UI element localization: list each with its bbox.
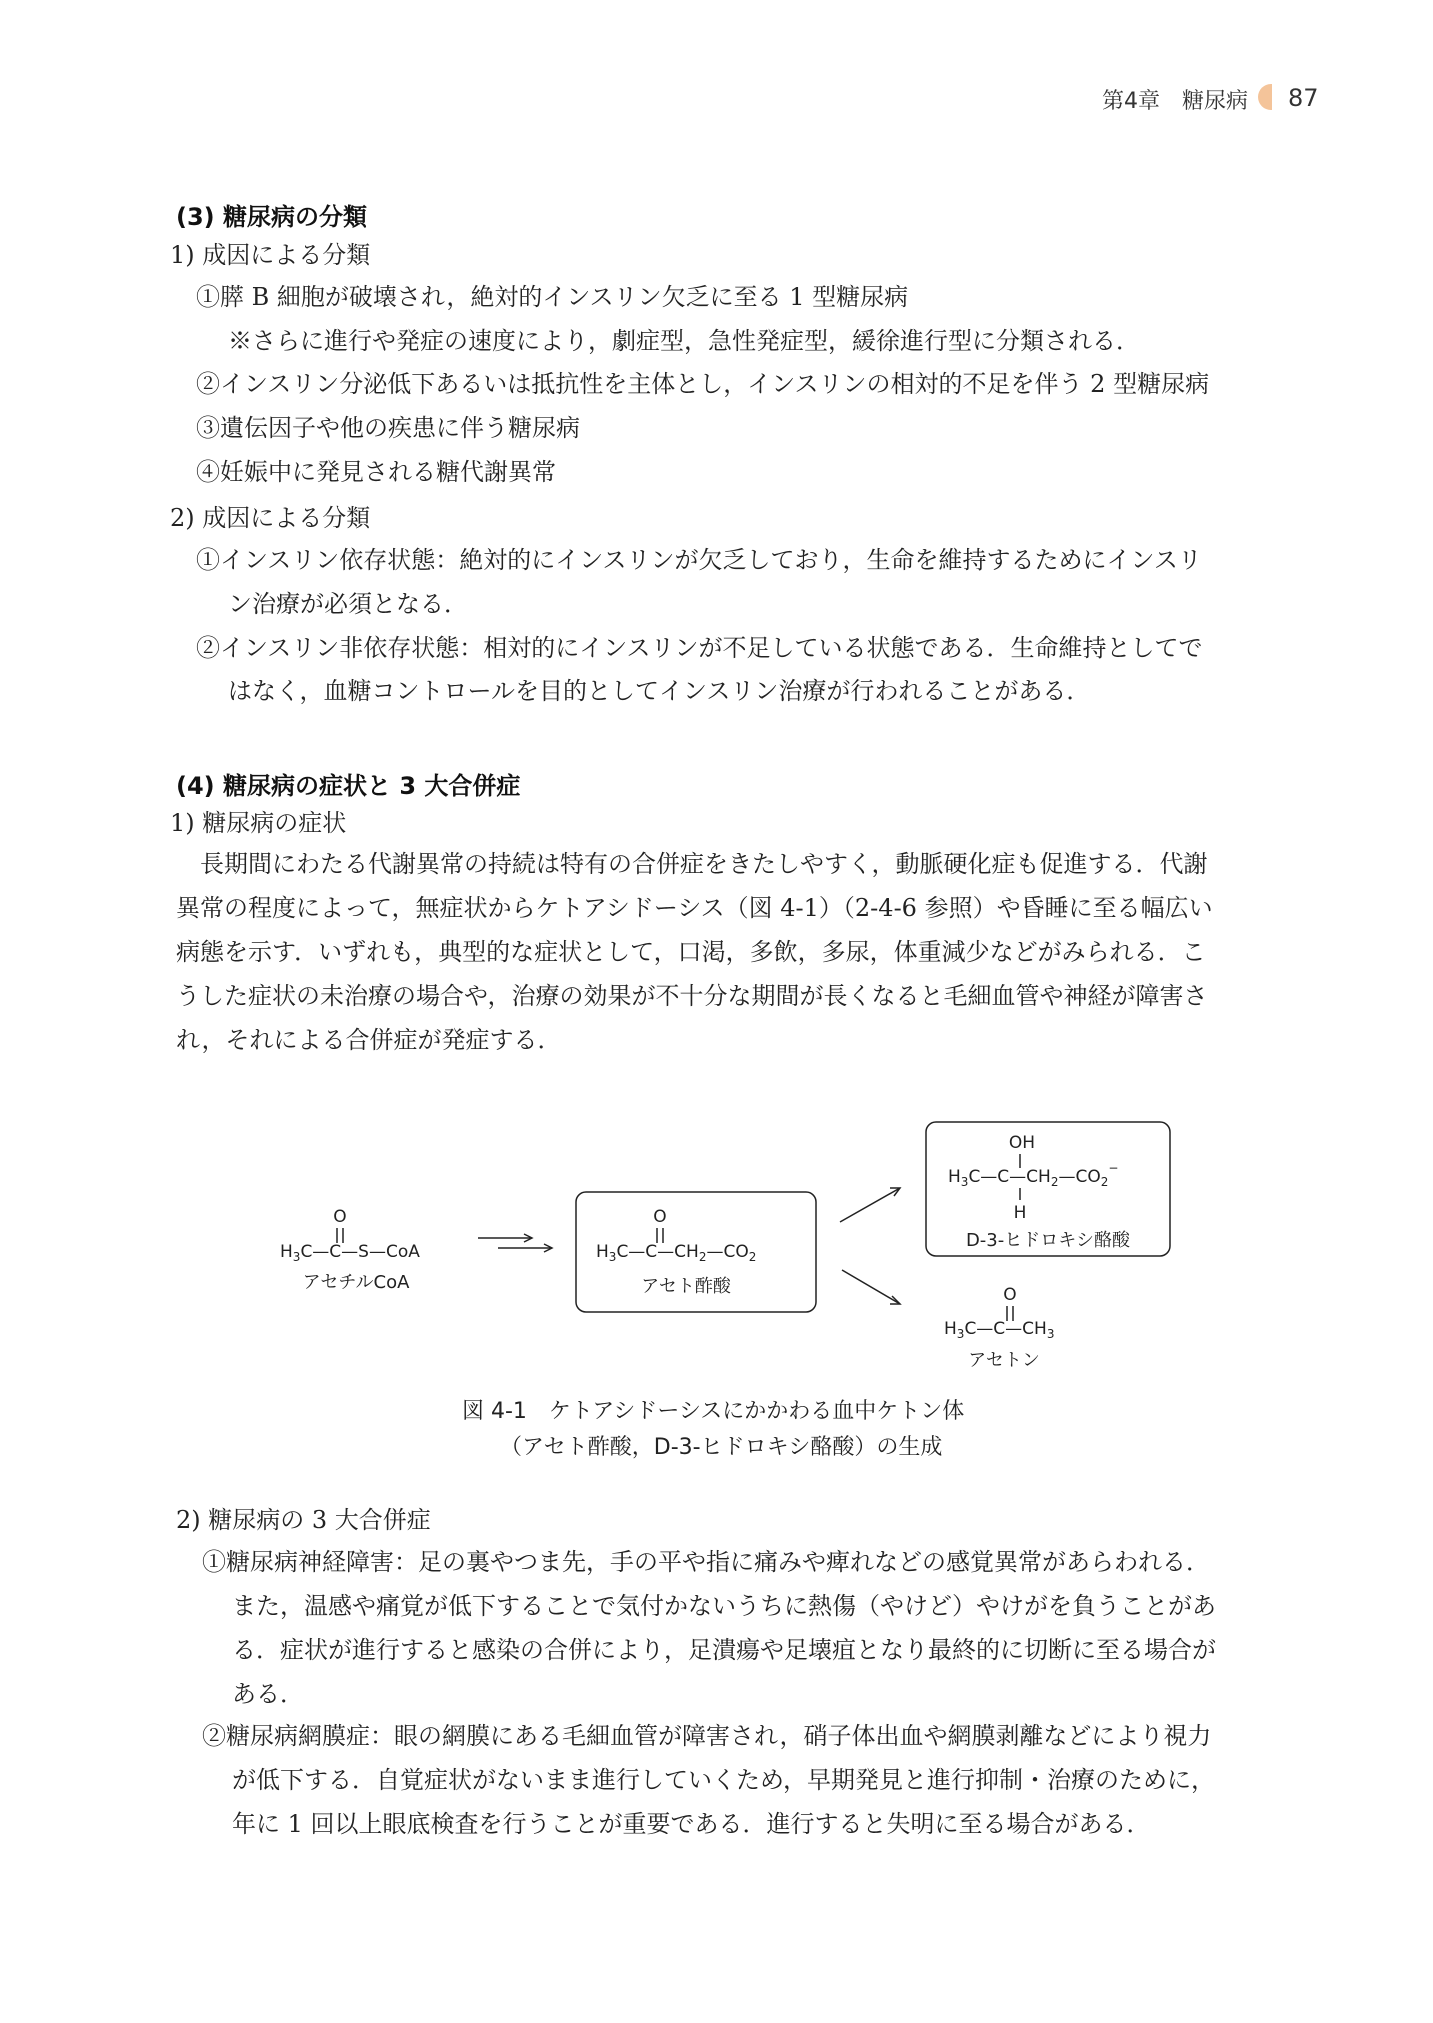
svg-text:H: H bbox=[1013, 1203, 1027, 1223]
arrow-to-hydroxybutyrate bbox=[840, 1188, 900, 1222]
section-3-item: ④妊娠中に発見される糖代謝異常 bbox=[196, 458, 556, 486]
acetone-label: アセトン bbox=[968, 1350, 1040, 1371]
complication-item-cont: が低下する．自覚症状がないまま進行していくため，早期発見と進行抑制・治療のために， bbox=[232, 1766, 1216, 1794]
hydroxybutyrate-label: D-3-ヒドロキシ酪酸 bbox=[965, 1230, 1131, 1251]
section-3-sub-1: 1) 成因による分類 bbox=[170, 241, 371, 269]
complication-item: ②糖尿病網膜症：眼の網膜にある毛細血管が障害され，硝子体出血や網膜剥離などにより視力 bbox=[202, 1722, 1212, 1750]
svg-text:O: O bbox=[1003, 1285, 1017, 1305]
svg-text:H3C—C—CH2—CO2−: $H_3C—C—CH_2—CO_2^-$ bbox=[948, 1161, 1119, 1189]
section-3-title: (3) 糖尿病の分類 bbox=[176, 203, 367, 231]
acetyl-coa-label: アセチルCoA bbox=[302, 1272, 410, 1293]
acetone-structure bbox=[944, 1285, 1054, 1341]
complication-item-cont: ある． bbox=[232, 1680, 304, 1708]
section-3-item: ②インスリン分泌低下あるいは抵抗性を主体とし，インスリンの相対的不足を伴う 2 型糖尿病 bbox=[196, 370, 1210, 398]
figure-caption-line-1: 図 4-1 ケトアシドーシスにかかわる血中ケトン体 bbox=[462, 1399, 965, 1424]
complication-item-cont: 年に 1 回以上眼底検査を行うことが重要である．進行すると失明に至る場合がある． bbox=[232, 1810, 1151, 1838]
section-4-sub-2: 2) 糖尿病の 3 大合併症 bbox=[176, 1506, 431, 1534]
hydroxybutyrate-structure bbox=[948, 1133, 1118, 1223]
ketone-body-diagram bbox=[260, 1110, 1200, 1400]
complication-item-cont: る．症状が進行すると感染の合併により，足潰瘍や足壊疽となり最終的に切断に至る場合が bbox=[232, 1636, 1216, 1664]
svg-text:H3C—C—S—CoA: $H_3C—C—S—CoA$ bbox=[280, 1242, 420, 1264]
page-number: 87 bbox=[1288, 84, 1319, 112]
section-3-note: ※さらに進行や発症の速度により，劇症型，急性発症型，緩徐進行型に分類される． bbox=[228, 327, 1140, 355]
acetoacetate-structure bbox=[596, 1207, 756, 1264]
section-4-sub-1: 1) 糖尿病の症状 bbox=[170, 809, 347, 837]
acetyl-coa-structure bbox=[280, 1207, 420, 1264]
arrow-to-acetone bbox=[842, 1270, 900, 1304]
paragraph-line: 長期間にわたる代謝異常の持続は特有の合併症をきたしやすく，動脈硬化症も促進する．代謝 bbox=[200, 850, 1208, 878]
chapter-header: 第4章 糖尿病 bbox=[1102, 89, 1248, 114]
svg-text:H3C—C—CH2—CO2: $H_3C—C—CH_2—CO_2$ bbox=[596, 1242, 757, 1264]
svg-text:OH: OH bbox=[1008, 1133, 1036, 1153]
section-3-item: ①膵 B 細胞が破壊され，絶対的インスリン欠乏に至る 1 型糖尿病 bbox=[196, 283, 909, 311]
section-3-item: ③遺伝因子や他の疾患に伴う糖尿病 bbox=[196, 414, 580, 442]
svg-text:H3C—C—CH3: $H_3C—C—CH_3$ bbox=[944, 1319, 1055, 1341]
paragraph-line: うした症状の未治療の場合や，治療の効果が不十分な期間が長くなると毛細血管や神経が障害さ bbox=[176, 982, 1208, 1010]
chapter-tab-marker bbox=[1258, 84, 1272, 110]
section-3-sub-2: 2) 成因による分類 bbox=[170, 504, 371, 532]
paragraph-line: 病態を示す．いずれも，典型的な症状として，口渇，多飲，多尿，体重減少などがみられる．こ bbox=[176, 938, 1206, 966]
section-3-item-cont: はなく，血糖コントロールを目的としてインスリン治療が行われることがある． bbox=[228, 677, 1091, 705]
svg-text:O: O bbox=[653, 1207, 667, 1227]
acetoacetate-label: アセト酢酸 bbox=[641, 1276, 731, 1297]
section-3-item: ①インスリン依存状態：絶対的にインスリンが欠乏しており，生命を維持するためにインスリ bbox=[196, 546, 1202, 574]
section-3-item: ②インスリン非依存状態：相対的にインスリンが不足している状態である．生命維持としてで bbox=[196, 634, 1203, 662]
section-4-title: (4) 糖尿病の症状と 3 大合併症 bbox=[176, 772, 521, 800]
paragraph-line: れ，それによる合併症が発症する． bbox=[176, 1026, 562, 1054]
complication-item-cont: また，温感や痛覚が低下することで気付かないうちに熱傷（やけど）やけがを負うことがあ bbox=[232, 1592, 1216, 1620]
complication-item: ①糖尿病神経障害：足の裏やつま先，手の平や指に痛みや痺れなどの感覚異常があらわれる． bbox=[202, 1548, 1210, 1576]
arrow-to-acetoacetate bbox=[478, 1234, 552, 1252]
section-3-item-cont: ン治療が必須となる． bbox=[228, 590, 468, 618]
svg-text:O: O bbox=[333, 1207, 347, 1227]
figure-caption-line-2: （アセト酢酸，D-3-ヒドロキシ酪酸）の生成 bbox=[500, 1435, 943, 1460]
paragraph-line: 異常の程度によって，無症状からケトアシドーシス（図 4-1）（2-4-6 参照）や昏睡に至る幅広い bbox=[176, 894, 1213, 922]
